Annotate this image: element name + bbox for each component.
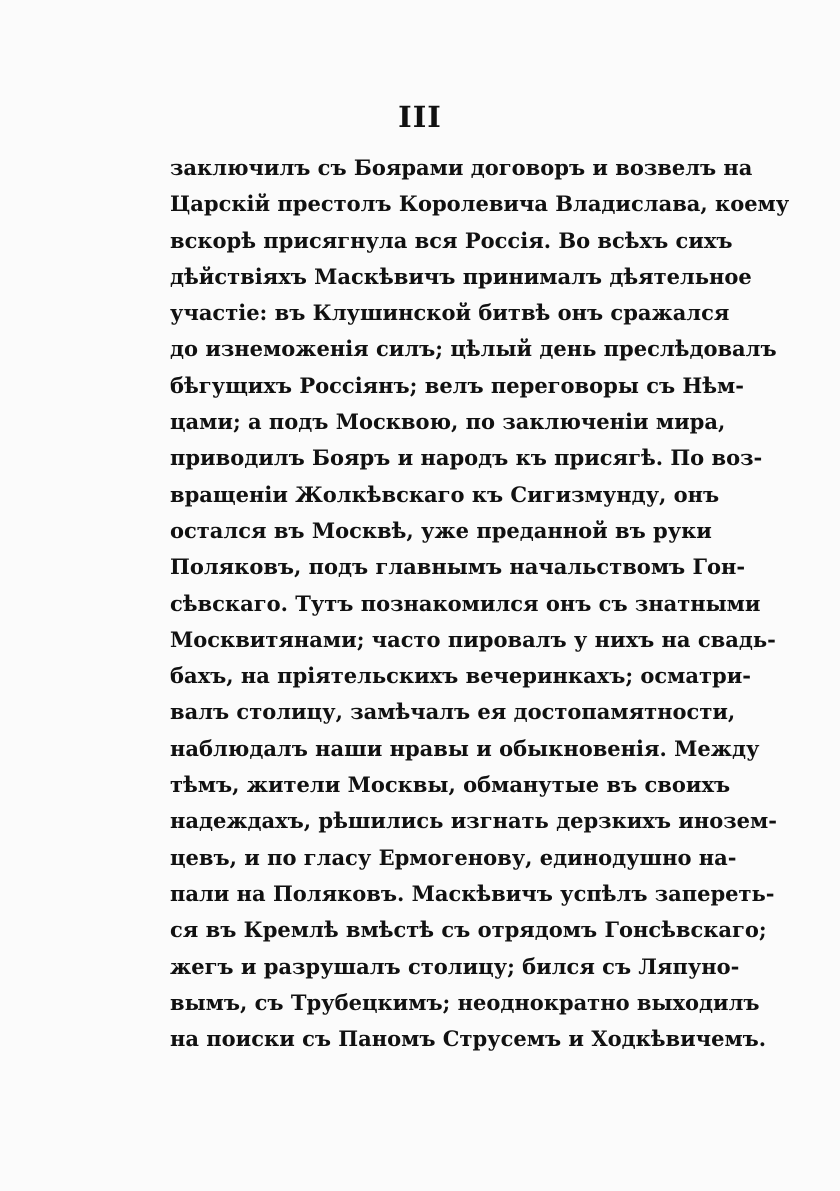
text-line: до изнеможенія силъ; цѣлый день преслѣдовалъ: [170, 336, 777, 362]
text-line: сѣвскаго. Тутъ познакомился онъ съ знатными: [170, 590, 761, 616]
text-line: валъ столицу, замѣчалъ ея достопамятности,: [170, 699, 736, 725]
text-line: цевъ, и по гласу Ермогенову, единодушно на-: [170, 844, 737, 870]
text-line: участіе: въ Клушинской битвѣ онъ сражался: [170, 300, 730, 326]
text-line: ся въ Кремлѣ вмѣстѣ съ отрядомъ Гонсѣвскаго;: [170, 917, 767, 943]
text-line: дѣйствіяхъ Маскѣвичъ принималъ дѣятельное: [170, 263, 752, 289]
text-line: вращеніи Жолкѣвскаго къ Сигизмунду, онъ: [170, 481, 720, 507]
page-number: III: [398, 100, 442, 134]
text-line: Царскій престолъ Королевича Владислава, коему: [170, 191, 790, 217]
text-line: на поиски съ Паномъ Струсемъ и Ходкѣвичемъ.: [170, 1026, 767, 1052]
text-line: вскорѣ присягнула вся Россія. Во всѣхъ сихъ: [170, 227, 733, 253]
text-line: Поляковъ, подъ главнымъ начальствомъ Гон-: [170, 554, 746, 580]
text-line: тѣмъ, жители Москвы, обманутые въ своихъ: [170, 772, 731, 798]
text-line: вымъ, съ Трубецкимъ; неоднократно выходилъ: [170, 989, 760, 1015]
text-line: бахъ, на пріятельскихъ вечеринкахъ; осматри-: [170, 663, 752, 689]
text-line: Москвитянами; часто пировалъ у нихъ на свадь-: [170, 626, 776, 652]
text-line: заключилъ съ Боярами договоръ и возвелъ на: [170, 155, 753, 180]
text-line: цами; а подъ Москвою, по заключеніи мира,: [170, 409, 726, 435]
body-text: [170, 150, 790, 1057]
text-line: наблюдалъ наши нравы и обыкновенія. Между: [170, 735, 760, 761]
text-line: надеждахъ, рѣшились изгнать дерзкихъ инозем-: [170, 808, 777, 834]
text-line: жегъ и разрушалъ столицу; бился съ Ляпуно-: [170, 953, 740, 979]
text-line: пали на Поляковъ. Маскѣвичъ успѣлъ запереть-: [170, 880, 775, 906]
text-line: приводилъ Бояръ и народъ къ присягѣ. По воз-: [170, 445, 763, 471]
text-line: остался въ Москвѣ, уже преданной въ руки: [170, 517, 712, 543]
text-line: бѣгущихъ Россіянъ; велъ переговоры съ Нѣм-: [170, 372, 744, 398]
